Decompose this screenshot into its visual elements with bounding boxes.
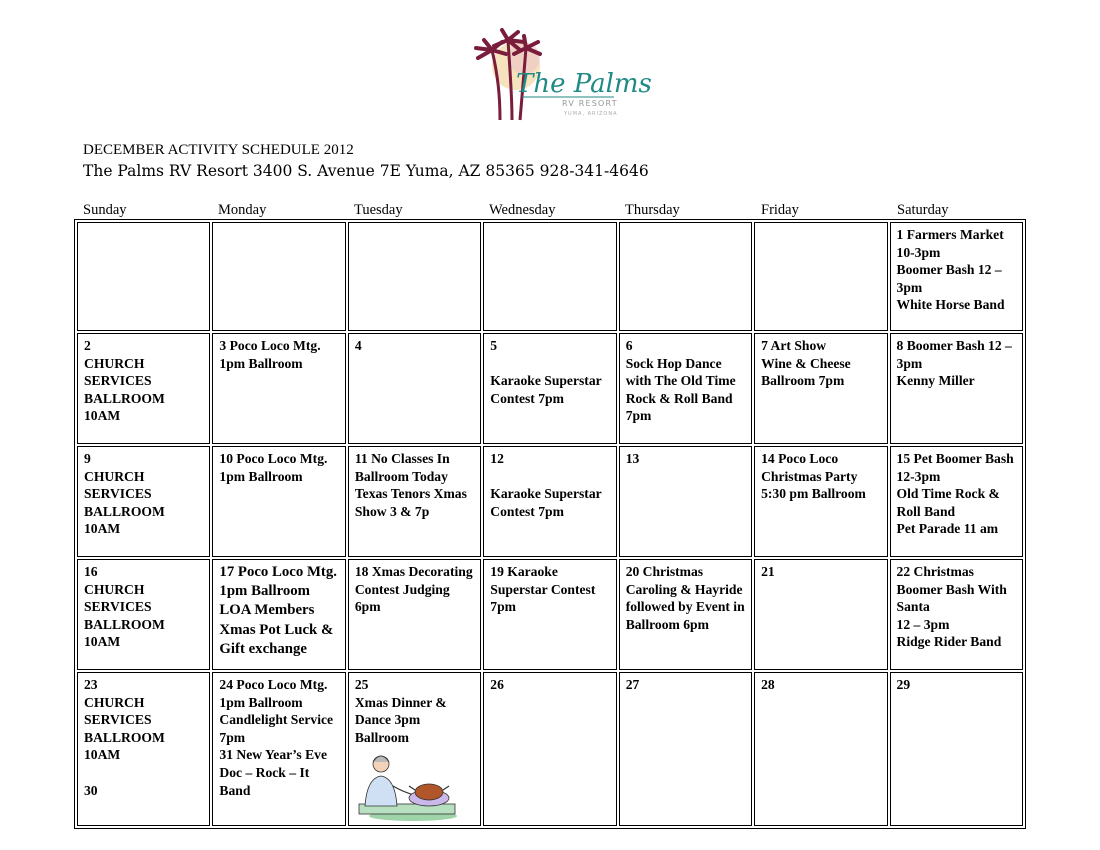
cell-text: 27 — [625, 677, 640, 692]
day-friday: Friday — [761, 202, 799, 218]
cell-text: 1 Farmers Market 10-3pm Boomer Bash 12 – 3pm White Horse Band — [896, 227, 1005, 313]
calendar-cell — [77, 672, 210, 826]
calendar-week — [77, 333, 1023, 444]
cell-text: 26 — [490, 677, 504, 692]
palm-tree-icon — [470, 26, 652, 122]
resort-address: The Palms RV Resort 3400 S. Avenue 7E Yuma, AZ 85365 928-341-4646 — [83, 162, 649, 180]
calendar-cell — [483, 333, 616, 444]
calendar-cell — [348, 672, 481, 826]
day-wednesday: Wednesday — [489, 202, 556, 218]
calendar-cell — [619, 672, 752, 826]
logo-subtitle: RV RESORT — [562, 99, 618, 108]
calendar-cell — [619, 446, 752, 557]
cell-text: 22 Christmas Boomer Bash With Santa 12 – 3pm Ridge Rider Band — [896, 564, 1007, 650]
calendar-cell — [754, 559, 887, 670]
cell-text: 3 Poco Loco Mtg. 1pm Ballroom — [219, 338, 321, 371]
cell-text: 13 — [625, 451, 640, 466]
day-monday: Monday — [218, 202, 267, 218]
day-saturday: Saturday — [897, 202, 949, 218]
cell-text: 7 Art Show Wine & Cheese Ballroom 7pm — [761, 338, 851, 389]
cell-text: 2 CHURCH SERVICES BALLROOM 10AM — [84, 338, 165, 424]
cell-text: 9 CHURCH SERVICES BALLROOM 10AM — [84, 451, 165, 537]
cell-text: 8 Boomer Bash 12 – 3pm Kenny Miller — [896, 338, 1012, 389]
calendar-week — [77, 222, 1023, 331]
calendar-cell — [890, 446, 1023, 557]
cell-text: 23 CHURCH SERVICES BALLROOM 10AM 30 — [84, 677, 165, 798]
calendar-cell — [754, 672, 887, 826]
cell-text: 6 Sock Hop Dance with The Old Time Rock & Roll Band 7pm — [625, 338, 736, 424]
calendar-cell — [77, 333, 210, 444]
calendar-week — [77, 559, 1023, 670]
calendar-cell — [890, 222, 1023, 331]
day-thursday: Thursday — [625, 202, 680, 218]
calendar-cell — [754, 333, 887, 444]
day-tuesday: Tuesday — [354, 202, 403, 218]
cell-text: 12 Karaoke Superstar Contest 7pm — [490, 451, 602, 519]
calendar-cell — [890, 559, 1023, 670]
calendar-cell — [348, 333, 481, 444]
logo-name: The Palms — [516, 69, 652, 99]
calendar-cell — [212, 333, 345, 444]
cell-text: 11 No Classes In Ballroom Today Texas Tenors Xmas Show 3 & 7p — [354, 451, 467, 519]
day-sunday: Sunday — [83, 202, 127, 218]
calendar-cell — [890, 333, 1023, 444]
calendar-cell — [348, 222, 481, 331]
cell-text: 24 Poco Loco Mtg. 1pm Ballroom Candlelight Service 7pm 31 New Year’s Eve Doc – Rock – It Band — [219, 677, 334, 798]
calendar-cell — [212, 672, 345, 826]
calendar-cell — [483, 222, 616, 331]
cell-text: 15 Pet Boomer Bash 12-3pm Old Time Rock & Roll Band Pet Parade 11 am — [896, 451, 1014, 537]
weekday-header — [74, 202, 1026, 220]
calendar-grid — [74, 219, 1026, 829]
calendar-cell — [483, 672, 616, 826]
calendar-cell — [348, 559, 481, 670]
cell-text: 25 Xmas Dinner & Dance 3pm Ballroom — [354, 677, 447, 745]
holiday-dinner-icon — [353, 750, 457, 820]
calendar-cell — [619, 222, 752, 331]
calendar-cell — [483, 559, 616, 670]
cell-text: 4 — [354, 338, 362, 353]
schedule-title: DECEMBER ACTIVITY SCHEDULE 2012 — [83, 142, 354, 158]
cell-text: 29 — [896, 677, 911, 692]
calendar-cell — [212, 446, 345, 557]
calendar-cell — [619, 559, 752, 670]
calendar-cell — [212, 559, 345, 670]
cell-text: 28 — [761, 677, 775, 692]
cell-text: 14 Poco Loco Christmas Party 5:30 pm Ballroom — [761, 451, 866, 502]
palms-logo — [470, 26, 652, 122]
cell-text: 16 CHURCH SERVICES BALLROOM 10AM — [84, 564, 165, 650]
calendar-week — [77, 446, 1023, 557]
cell-text: 18 Xmas Decorating Contest Judging 6pm — [354, 564, 473, 615]
calendar-cell — [348, 446, 481, 557]
cell-text: 17 Poco Loco Mtg. 1pm Ballroom LOA Members Xmas Pot Luck & Gift exchange — [219, 564, 337, 657]
calendar-cell — [77, 446, 210, 557]
calendar-cell — [212, 222, 345, 331]
cell-text: 5 Karaoke Superstar Contest 7pm — [490, 338, 602, 406]
calendar-cell — [890, 672, 1023, 826]
calendar-cell — [619, 333, 752, 444]
cell-text: 21 — [761, 564, 775, 579]
calendar-cell — [483, 446, 616, 557]
calendar-week — [77, 672, 1023, 826]
calendar-cell — [754, 222, 887, 331]
cell-text: 10 Poco Loco Mtg. 1pm Ballroom — [219, 451, 328, 484]
cell-text: 20 Christmas Caroling & Hayride followed by Event in Ballroom 6pm — [625, 564, 745, 632]
logo-location: YUMA, ARIZONA — [564, 111, 618, 117]
calendar-cell — [77, 222, 210, 331]
calendar-cell — [754, 446, 887, 557]
cell-text: 19 Karaoke Superstar Contest 7pm — [490, 564, 596, 615]
calendar-cell — [77, 559, 210, 670]
